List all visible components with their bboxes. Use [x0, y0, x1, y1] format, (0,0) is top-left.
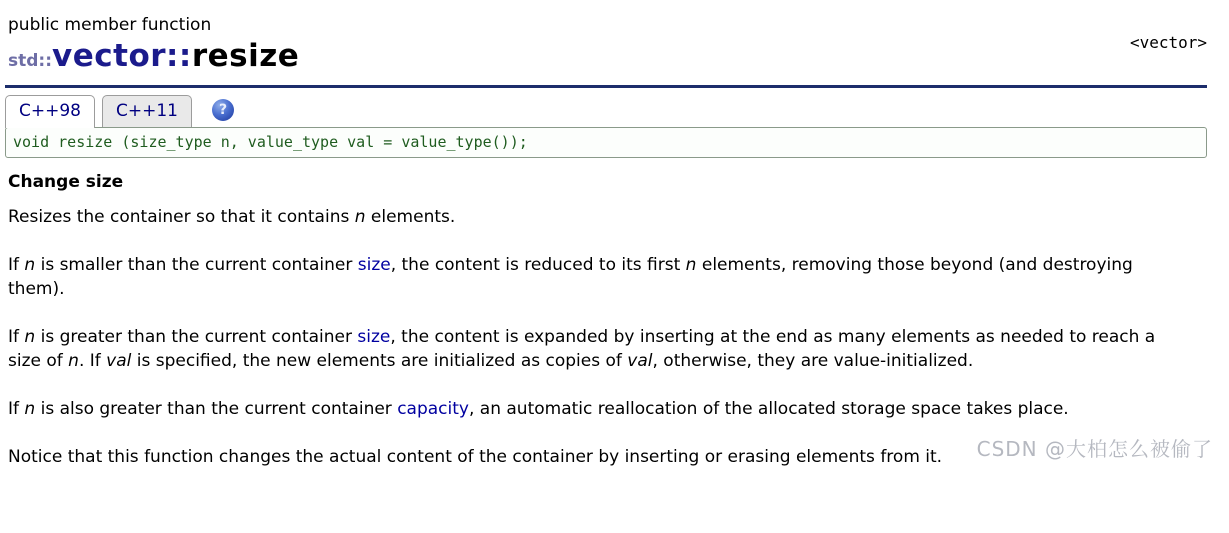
link-size[interactable]: size — [357, 255, 391, 275]
paragraph — [8, 325, 1171, 373]
page-kind-label: public member function — [8, 15, 212, 35]
text-run: , otherwise, they are value-initialized. — [652, 351, 974, 371]
inline-param: val — [627, 351, 653, 371]
title-scope-separator: :: — [166, 38, 192, 74]
paragraph — [8, 253, 1171, 301]
text-run: elements, removing those beyond (and destroying them). — [8, 255, 1133, 299]
inline-param: n — [68, 351, 79, 371]
text-run: , the content is reduced to its first — [390, 255, 686, 275]
text-run: Notice that this function changes the actual content of the container by inserting or erasing elements from it. — [8, 447, 943, 467]
section-heading: Change size — [8, 172, 124, 192]
text-run: If — [8, 327, 25, 347]
text-run: If — [8, 399, 25, 419]
title-row — [8, 33, 1229, 75]
text-run: If — [8, 255, 25, 275]
inline-param: val — [106, 351, 132, 371]
text-run: is smaller than the current container — [35, 255, 358, 275]
text-run: is greater than the current container — [35, 327, 358, 347]
text-run: Resizes the container so that it contains — [8, 207, 355, 227]
description-paragraphs — [8, 205, 1171, 469]
text-run: is also greater than the current container — [35, 399, 398, 419]
paragraph — [8, 205, 1171, 229]
link-size[interactable]: size — [357, 327, 391, 347]
inline-param: n — [24, 255, 36, 275]
link-capacity[interactable]: capacity — [397, 399, 469, 419]
title-std-prefix: std:: — [8, 51, 53, 71]
paragraph — [8, 397, 1171, 421]
title-divider-rule — [5, 85, 1207, 88]
watermark: CSDN @大柏怎么被偷了 — [976, 437, 1213, 461]
inline-param: n — [354, 207, 366, 227]
title-member-name: resize — [191, 38, 300, 74]
help-icon[interactable]: ? — [212, 99, 234, 121]
inline-param: n — [24, 327, 36, 347]
declaration-box — [5, 127, 1207, 158]
text-run: is specified, the new elements are initialized as copies of — [131, 351, 628, 371]
header-include-link[interactable]: <vector> — [1129, 33, 1207, 52]
version-tabs — [5, 95, 1229, 127]
text-run: , an automatic reallocation of the allocated storage space takes place. — [468, 399, 1069, 419]
inline-param: n — [685, 255, 697, 275]
declaration-code: void resize (size_type n, value_type val = value_type()); — [13, 133, 528, 151]
page-title — [8, 39, 1229, 78]
text-run: . If — [78, 351, 107, 371]
text-run: elements. — [365, 207, 456, 227]
tab-cpp11[interactable]: C++11 — [102, 95, 192, 127]
description-section — [8, 172, 1171, 469]
tab-cpp98[interactable]: C++98 — [5, 95, 95, 128]
text-run: , the content is expanded by inserting at the end as many elements as needed to reach a size of — [8, 327, 1156, 371]
inline-param: n — [24, 399, 36, 419]
paragraph — [8, 445, 1171, 469]
title-class-link[interactable]: vector — [52, 38, 167, 74]
